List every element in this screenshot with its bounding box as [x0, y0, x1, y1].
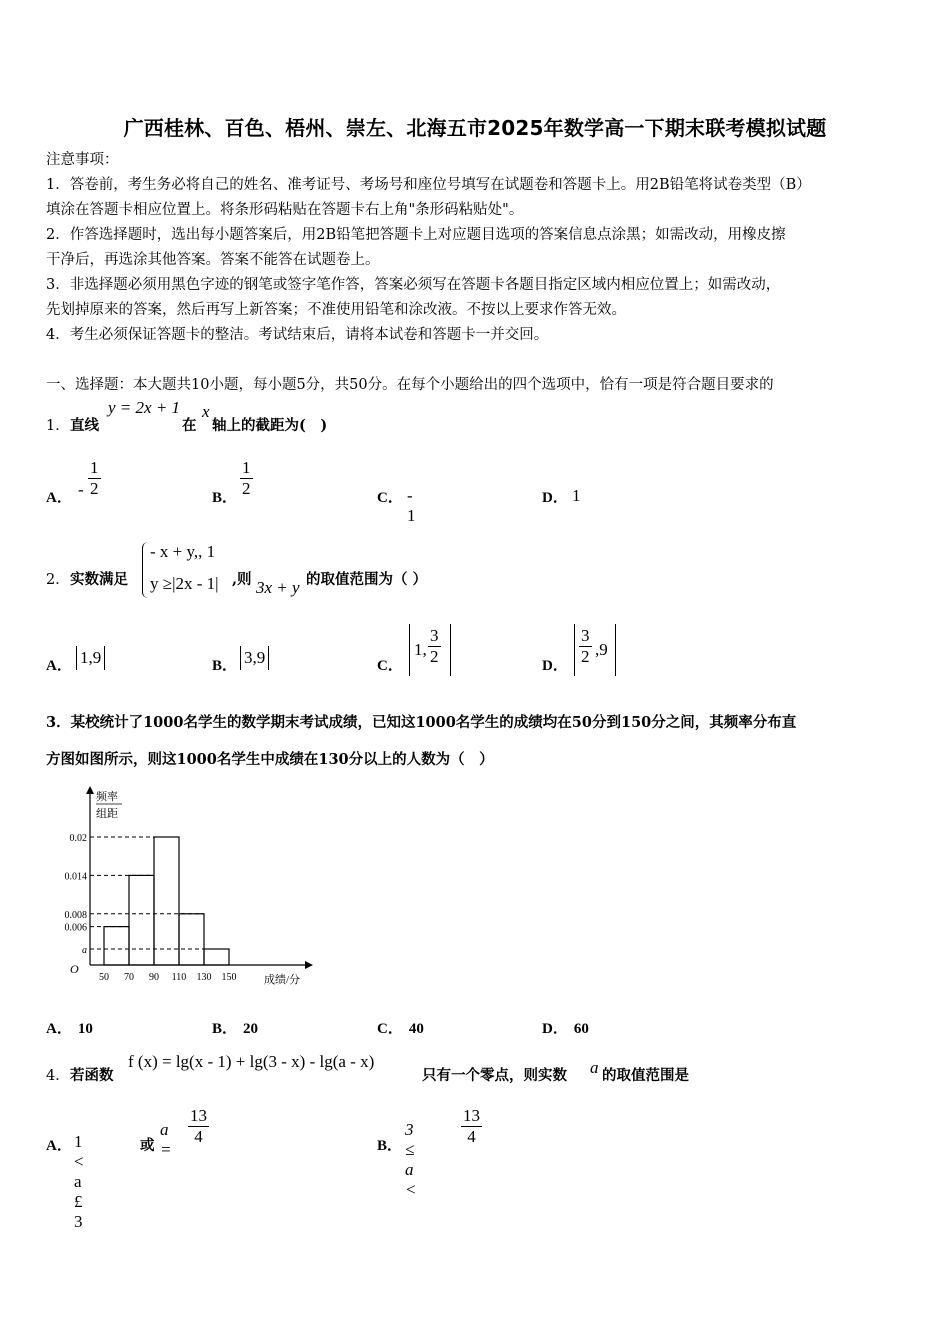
- option-label: D．: [542, 490, 568, 506]
- option-value: 60: [573, 1021, 589, 1037]
- y-tick-label: 0.02: [69, 833, 87, 844]
- x-tick-label: 150: [221, 972, 237, 983]
- y-label-top: 频率: [96, 791, 118, 803]
- y-label-bottom: 组距: [96, 808, 118, 820]
- y-tick-label: 0.014: [64, 871, 87, 883]
- notice-line: 2．作答选择题时，选出每小题答案后，用2B铅笔把答题卡上对应题目选项的答案信息点涂黑；如需改动，用橡皮擦: [46, 227, 786, 243]
- option-value: - 1: [407, 486, 416, 525]
- notice-line: 4．考生必须保证答题卡的整洁。考试结束后，请将本试卷和答题卡一并交回。: [46, 327, 549, 343]
- option-b[interactable]: [212, 1017, 258, 1038]
- histogram-bar: [104, 927, 129, 965]
- option-label: A．: [46, 490, 72, 506]
- x-tick-label: 110: [171, 972, 187, 983]
- question-text: 3．某校统计了1000名学生的数学期末考试成绩，已知这1000名学生的成绩均在50分到150分之间，其频率分布直: [46, 714, 797, 731]
- y-tick-label: a: [82, 945, 87, 956]
- histogram-chart: [50, 780, 320, 995]
- page-title: 广西桂林、百色、梧州、崇左、北海五市2025年数学高一下期末联考模拟试题: [123, 116, 827, 140]
- origin-label: O: [70, 962, 79, 976]
- option-label: B．: [212, 490, 238, 506]
- equation: a =: [160, 1120, 172, 1159]
- question-text: 若函数: [70, 1067, 114, 1084]
- option-label: D．: [542, 658, 568, 674]
- fraction: $\frac{3}{2}$: [430, 626, 439, 666]
- option-label: A．: [46, 1021, 72, 1037]
- inequality: - x + y,, 1: [150, 542, 216, 561]
- y-tick-label: 0.006: [64, 922, 87, 934]
- histogram-bar: [179, 914, 204, 965]
- histogram-bar: [154, 837, 179, 965]
- section-heading: 一、选择题：本大题共10小题，每小题5分，共50分。在每个小题给出的四个选项中，恰有一项是符合题目要求的: [46, 377, 774, 393]
- notice-line: 填涂在答题卡相应位置上。将条形码粘贴在答题卡右上角"条形码粘贴处"。: [46, 202, 524, 218]
- equation: y = 2x + 1: [108, 398, 181, 417]
- notice-line: 3．非选择题必须用黑色字迹的钢笔或签字笔作答，答案必须写在答题卡各题目指定区域内相应位置上；如需改动，: [46, 277, 781, 293]
- q1-options: [46, 458, 906, 525]
- option-value: 10: [77, 1021, 93, 1037]
- question-3: [46, 711, 926, 732]
- question-text: 的取值范围为（ ）: [306, 571, 428, 588]
- question-3-cont: [46, 748, 926, 769]
- option-d[interactable]: [542, 1017, 589, 1038]
- option-connector: 或: [140, 1137, 155, 1154]
- question-text: 实数满足: [70, 571, 128, 588]
- option-label: B．: [212, 1021, 238, 1037]
- interval: [409, 624, 451, 676]
- option-value: 3 ≤ a <: [405, 1120, 417, 1199]
- option-value: 40: [408, 1021, 424, 1037]
- question-text: 方图如图所示，则这1000名学生中成绩在130分以上的人数为（ ）: [46, 751, 494, 768]
- question-text: 只有一个零点，则实数: [422, 1067, 567, 1084]
- option-label: C．: [377, 1021, 403, 1037]
- x-label: 成绩/分: [264, 974, 301, 986]
- option-label: C．: [377, 490, 403, 506]
- interval-start: 1,: [414, 640, 427, 659]
- question-text: 轴上的截距为( ): [212, 417, 328, 434]
- question-1: [46, 398, 906, 438]
- option-a[interactable]: [46, 1017, 93, 1038]
- notice-block: [46, 148, 906, 348]
- histogram-bar: [129, 875, 154, 965]
- option-value: 20: [243, 1021, 259, 1037]
- option-label: C．: [377, 658, 403, 674]
- q2-options: [46, 624, 906, 680]
- y-tick-label: 0.008: [64, 909, 87, 921]
- question-4: [46, 1046, 926, 1086]
- notice-line: 干净后，再选涂其他答案。答案不能答在试题卷上。: [46, 252, 380, 268]
- notice-heading: 注意事项：: [46, 152, 119, 168]
- option-label: B．: [377, 1138, 403, 1154]
- question-number: 4．: [46, 1068, 70, 1084]
- x-tick-label: 50: [99, 972, 109, 983]
- interval: [574, 624, 616, 676]
- option-label: D．: [542, 1021, 568, 1037]
- inequality: y ≥|2x - 1|: [150, 574, 219, 593]
- sign: -: [78, 480, 84, 499]
- variable: x: [202, 402, 210, 421]
- question-number: 2．: [46, 572, 70, 588]
- fraction: $\frac{1}{2}$: [242, 458, 251, 498]
- x-tick-label: 70: [124, 972, 134, 983]
- interval: 1,9: [76, 646, 105, 670]
- fraction: $\frac{1}{2}$: [90, 458, 99, 498]
- q4-options: [46, 1106, 906, 1231]
- option-label: A．: [46, 1138, 72, 1154]
- x-axis-arrow-icon: [305, 961, 313, 969]
- interval-end: ,9: [595, 640, 608, 659]
- notice-line: 先划掉原来的答案，然后再写上新答案；不准使用铅笔和涂改液。不按以上要求作答无效。: [46, 302, 626, 318]
- option-c[interactable]: [377, 1017, 424, 1038]
- variable: a: [590, 1058, 599, 1077]
- y-axis-arrow-icon: [86, 786, 94, 794]
- question-2: [46, 540, 906, 604]
- fraction: $\frac{13}{4}$: [190, 1106, 207, 1146]
- x-tick-label: 130: [196, 972, 212, 983]
- function-expression: f (x) = lg(x - 1) + lg(3 - x) - lg(a - x): [128, 1052, 375, 1071]
- fraction: $\frac{13}{4}$: [463, 1106, 480, 1146]
- option-label: B．: [212, 658, 238, 674]
- fraction: $\frac{3}{2}$: [581, 626, 590, 666]
- expression: 3x + y: [256, 578, 300, 597]
- interval: 3,9: [240, 646, 269, 670]
- histogram-bar: [204, 949, 229, 965]
- question-text: ,则: [232, 571, 252, 588]
- q3-options: [46, 1017, 906, 1037]
- question-text: 的取值范围是: [602, 1067, 689, 1084]
- option-label: A．: [46, 658, 72, 674]
- notice-line: 1．答卷前，考生务必将自己的姓名、准考证号、考场号和座位号填写在试题卷和答题卡上。用2B铅笔将试卷类型（B）: [46, 177, 811, 193]
- option-value: 1 < a £ 3: [74, 1132, 84, 1231]
- question-text: 直线: [70, 417, 99, 434]
- question-text: 在: [182, 417, 197, 434]
- x-tick-label: 90: [149, 972, 159, 983]
- option-value: 1: [572, 486, 581, 505]
- question-number: 1．: [46, 418, 70, 434]
